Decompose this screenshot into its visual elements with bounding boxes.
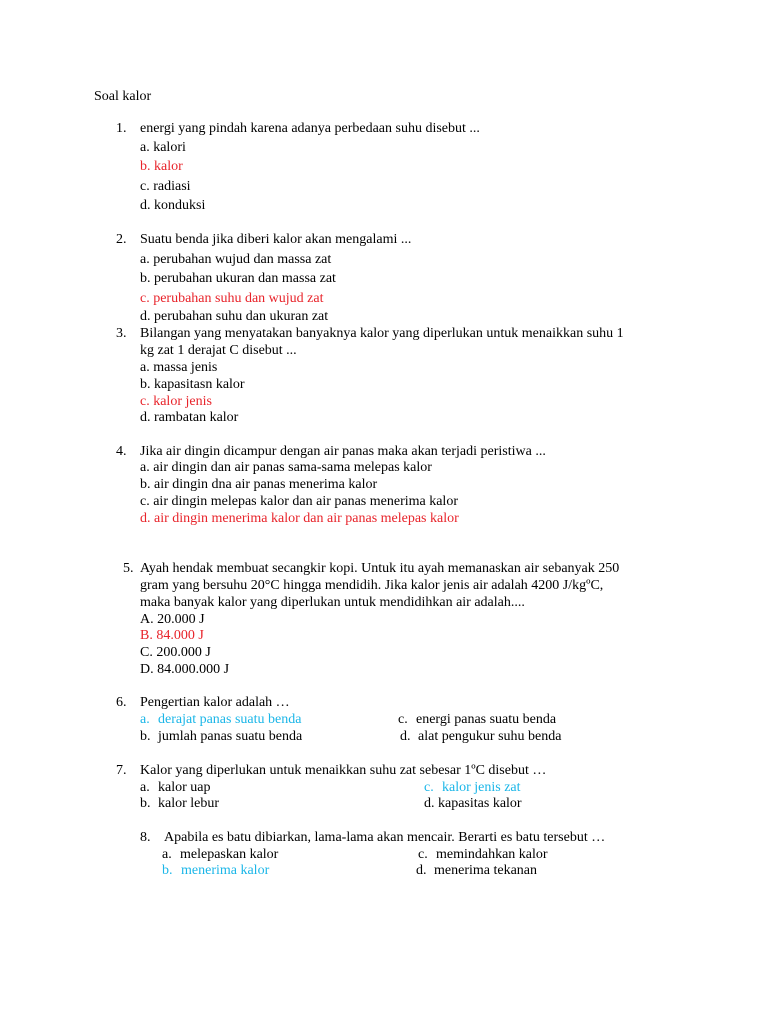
q5-number: 5. xyxy=(123,561,134,576)
q7-option-a-letter: a. xyxy=(140,780,150,795)
q4-option-d-answer: d. air dingin menerima kalor dan air panas melepas kalor xyxy=(140,511,459,526)
q5-option-c: C. 200.000 J xyxy=(140,645,211,660)
q6-option-b-letter: b. xyxy=(140,729,151,744)
q3-option-a: a. massa jenis xyxy=(140,360,218,375)
q5-text-line2: gram yang bersuhu 20°C hingga mendidih. Jika kalor jenis air adalah 4200 J/kgºC, xyxy=(140,578,604,593)
q8-option-d-letter: d. xyxy=(416,863,427,878)
q2-option-d: d. perubahan suhu dan ukuran zat xyxy=(140,309,329,324)
q1-option-b-answer: b. kalor xyxy=(140,159,183,174)
q7-option-b-letter: b. xyxy=(140,796,151,811)
q5-text-line1: Ayah hendak membuat secangkir kopi. Untuk itu ayah memanaskan air sebanyak 250 xyxy=(140,561,620,576)
q1-option-c: c. radiasi xyxy=(140,179,191,194)
q4-option-a: a. air dingin dan air panas sama-sama melepas kalor xyxy=(140,460,432,475)
q2-option-b: b. perubahan ukuran dan massa zat xyxy=(140,271,336,286)
q5-option-d: D. 84.000.000 J xyxy=(140,662,230,677)
q4-option-c: c. air dingin melepas kalor dan air panas menerima kalor xyxy=(140,494,458,509)
q7-text: Kalor yang diperlukan untuk menaikkan suhu zat sebesar 1ºC disebut … xyxy=(140,763,547,778)
q6-option-a-answer: derajat panas suatu benda xyxy=(158,712,302,727)
q7-option-b: kalor lebur xyxy=(158,796,220,811)
q7-number: 7. xyxy=(116,763,127,778)
q5-option-a: A. 20.000 J xyxy=(140,612,205,627)
q6-option-c: energi panas suatu benda xyxy=(416,712,557,727)
q1-text: energi yang pindah karena adanya perbedaan suhu disebut ... xyxy=(140,121,480,136)
q8-text: Apabila es batu dibiarkan, lama-lama akan mencair. Berarti es batu tersebut … xyxy=(164,830,606,845)
q8-option-b-letter: b. xyxy=(162,863,173,878)
q5-text-line3: maka banyak kalor yang diperlukan untuk mendidihkan air adalah.... xyxy=(140,595,525,610)
q1-option-a: a. kalori xyxy=(140,140,186,155)
q3-text-line2: kg zat 1 derajat C disebut ... xyxy=(140,343,297,358)
q2-option-c-answer: c. perubahan suhu dan wujud zat xyxy=(140,291,324,306)
q7-option-d-letter: d. xyxy=(424,796,435,811)
q7-option-d: kapasitas kalor xyxy=(438,796,522,811)
q7-option-c-letter: c. xyxy=(424,780,434,795)
q6-number: 6. xyxy=(116,695,127,710)
q7-option-c-answer: kalor jenis zat xyxy=(442,780,521,795)
q4-number: 4. xyxy=(116,444,127,459)
q2-number: 2. xyxy=(116,232,127,247)
q3-option-d: d. rambatan kalor xyxy=(140,410,239,425)
q6-option-b: jumlah panas suatu benda xyxy=(158,729,303,744)
q1-number: 1. xyxy=(116,121,127,136)
q8-number: 8. xyxy=(140,830,151,845)
q7-option-a: kalor uap xyxy=(158,780,211,795)
q6-text: Pengertian kalor adalah … xyxy=(140,695,290,710)
document-title: Soal kalor xyxy=(94,89,152,104)
q8-option-c-letter: c. xyxy=(418,847,428,862)
q5-option-b-answer: B. 84.000 J xyxy=(140,628,204,643)
q6-option-d-letter: d. xyxy=(400,729,411,744)
q4-option-b: b. air dingin dna air panas menerima kalor xyxy=(140,477,378,492)
q3-text-line1: Bilangan yang menyatakan banyaknya kalor yang diperlukan untuk menaikkan suhu 1 xyxy=(140,326,624,341)
q8-option-a: melepaskan kalor xyxy=(180,847,279,862)
q2-option-a: a. perubahan wujud dan massa zat xyxy=(140,252,332,267)
q6-option-c-letter: c. xyxy=(398,712,408,727)
q4-text: Jika air dingin dicampur dengan air panas maka akan terjadi peristiwa ... xyxy=(140,444,546,459)
q1-option-d: d. konduksi xyxy=(140,198,206,213)
q3-option-c-answer: c. kalor jenis xyxy=(140,394,212,409)
q3-number: 3. xyxy=(116,326,127,341)
q8-option-c: memindahkan kalor xyxy=(436,847,548,862)
q3-option-b: b. kapasitasn kalor xyxy=(140,377,245,392)
q8-option-a-letter: a. xyxy=(162,847,172,862)
q6-option-d: alat pengukur suhu benda xyxy=(418,729,562,744)
q2-text: Suatu benda jika diberi kalor akan mengalami ... xyxy=(140,232,412,247)
q8-option-b-answer: menerima kalor xyxy=(181,863,270,878)
q6-option-a-letter: a. xyxy=(140,712,150,727)
q8-option-d: menerima tekanan xyxy=(434,863,538,878)
